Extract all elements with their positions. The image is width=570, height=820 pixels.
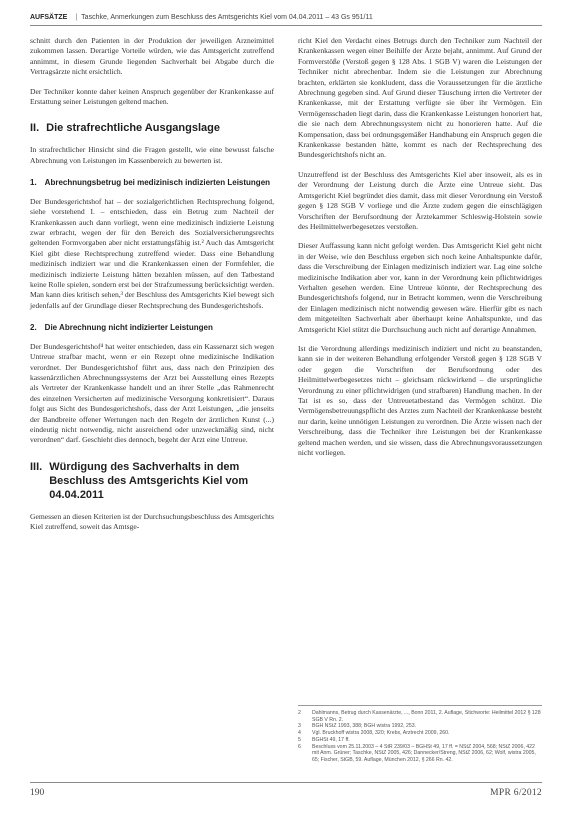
heading-text: Die strafrechtliche Ausgangslage bbox=[46, 122, 220, 135]
heading-text: Die Abrechnung nicht indizierter Leistungen bbox=[44, 323, 213, 333]
footnote bbox=[298, 730, 542, 737]
footnote-number: 3 bbox=[298, 723, 301, 730]
paragraph: Unzutreffend ist der Beschluss des Amtsgerichts Kiel aber insoweit, als es in der Verordnung der Leistung durch die Ärzte eine Untreue sieht. Das Amtsgericht Kiel begründet dies damit, dass mit dieser Verordnung ein Verstoß gegen § 128 SGB V vorliege und die Ärzte zudem gegen die einschlägigen Vorschriften der Berufsordnung der Ärztekammer Schleswig-Holstein sowie des Heilmittelwerbegesetzes verstoßen. bbox=[298, 169, 542, 231]
header-title: Taschke, Anmerkungen zum Beschluss des Amtsgerichts Kiel vom 04.04.2011 – 43 Gs 951/11 bbox=[81, 13, 373, 21]
paragraph: schnitt durch den Patienten in der Produktion der jeweiligen Arzneimittel zukommen lassen. Derartige Vorteile würden, wie das Amtsgericht zutreffend annimmt, in diesem Grunde liegenden Sachverhalt bei Abgabe durch die Vertragsärzte nicht ersichtlich. bbox=[30, 36, 274, 77]
running-header bbox=[30, 10, 542, 24]
section-heading-2 bbox=[30, 121, 274, 135]
heading-number: III. bbox=[30, 460, 43, 473]
footnote-text: Beschluss vom 25.11.2003 – 4 StR 239/03 – BGHSt 49, 17 ff. = NStZ 2004, 568; NStZ 2006, 422 mit Anm. Grüner; Taschke, NStZ 2005, 426; Dannecker/Streng, NStZ 2006, 62; Wolf, wistra 2005, 65; Fischer, StGB, 59. Auflage, München 2012, § 266 Rn. 42. bbox=[312, 743, 536, 763]
footnote-number: 4 bbox=[298, 730, 301, 737]
header-separator: | bbox=[75, 13, 78, 21]
footnote-text: BGHSt 49, 17 ff. bbox=[312, 736, 350, 743]
paragraph: Der Bundesgerichtshof⁴ hat weiter entschieden, dass ein Kassenarzt sich wegen Untreue strafbar macht, wenn er ein Rezept ohne medizinische Indikation verordnet. Der Bundesgerichtshof führt aus, dass nach den Prinzipien des kassenärztlichen Abrechnungssystems der Arzt bei Ausstellung eines Rezepts als Vertreter der Krankenkasse handelt und an ihrer Stelle „das Rahmenrecht des einzelnen Versicherten auf medizinische Versorgung konkretisiert“. Daraus folgt aus Sicht des Bundesgerichtshofs, dass der Arzt Leistungen, „die jenseits der Bandbreite offener Wertungen nach den Regeln der ärztlichen Kunst (...) eindeutig nicht notwendig, nicht ausreichend oder unzweckmäßig sind, nicht verordnen“ darf. Geschieht dies dennoch, begeht der Arzt eine Untreue. bbox=[30, 341, 274, 445]
footnote bbox=[298, 737, 542, 744]
subsection-heading-2 bbox=[30, 323, 274, 334]
footnotes bbox=[298, 705, 542, 764]
section-label: AUFSÄTZE bbox=[30, 13, 68, 21]
paragraph: Der Bundesgerichtshof hat – der sozialgerichtlichen Rechtsprechung folgend, siehe vorstehend I. – entschieden, dass ein Betrug zum Nachteil der Krankenkassen auch dann vorliegt, wenn eine medizinisch indizierte Leistung zwar erbracht, wegen der für den Bereich des Sozialversicherungsrechts geltenden Formvorgaben aber nicht erstattungsfähig ist.² Auch das Amtsgericht Kiel gibt diese Rechtsprechung zutreffend wieder. Dass eine Behandlung medizinisch indiziert war und die Krankenkassen einen der Formfehler, die medizinisch indizierte Leistung hätten bezahlen müssen, auf den Tatbestand keine Rolle spielen, sondern erst bei der Strafzumessung berücksichtigt werden. Man kann dies kritisch sehen,³ der Beschluss des Amtsgerichts Kiel bewegt sich jedenfalls auf der Grundlage dieser Rechtsprechung des Bundesgerichtshofs. bbox=[30, 196, 274, 310]
heading-number: 2. bbox=[30, 323, 37, 333]
paragraph: richt Kiel den Verdacht eines Betrugs durch den Techniker zum Nachteil der Krankenkassen wegen einer Beihilfe der Ärzte bejaht, annimmt. Auf Grund der Formverstöße (Verstoß gegen § 128 Abs. 1 SGB V) waren die Leistungen der Techniker nicht abrechenbar. Indem sie die Leistungen zur Abrechnung brachten, erklärten sie konkludent, dass die Voraussetzungen für die ärztliche Abrechnung gegeben sind. Auf Grund dieser Täuschung irrten die Vertreter der Krankenkasse, mit der Erstattung verfügte sie über ihr Vermögen. Ein Vermögensschaden liegt darin, dass die Krankenkasse Leistungen honoriert hat, die sie nach dem Abrechnungssystem nicht zu honorieren hatte. Auf die Kompensation, dass bei ordnungsgemäßer Handhabung ein Anspruch gegen die Krankenkasse bestanden hätte, kommt es nach der Rechtsprechung des Bundesgerichtshofs nicht an. bbox=[298, 36, 542, 160]
page-number: 190 bbox=[30, 788, 45, 798]
footnote bbox=[298, 710, 542, 723]
footer-rule bbox=[30, 782, 542, 783]
subsection-heading-1 bbox=[30, 178, 274, 189]
section-heading-3 bbox=[30, 460, 274, 502]
footnote bbox=[298, 723, 542, 730]
page-footer bbox=[30, 786, 542, 800]
paragraph: Gemessen an diesen Kriterien ist der Durchsuchungsbeschluss des Amtsgerichts Kiel zutreffend, soweit das Amtsge- bbox=[30, 511, 274, 532]
footnote-text: BGH NStZ 1993, 388; BGH wistra 1992, 253. bbox=[312, 723, 417, 730]
footnote-text: Dahlmanns, Betrug durch Kassenärzte, ..., Bonn 2011, 2. Auflage, Stichworte: Heilmittel 2012 § 128 SGB V Rn. 2. bbox=[312, 710, 541, 723]
heading-text: Würdigung des Sachverhalts in dem Beschluss des Amtsgerichts Kiel vom 04.04.2011 bbox=[49, 460, 249, 501]
footnote-number: 2 bbox=[298, 710, 301, 716]
footnote-number: 5 bbox=[298, 736, 301, 743]
header-rule bbox=[30, 25, 542, 26]
paragraph: Der Techniker konnte daher keinen Anspruch gegenüber der Krankenkasse auf Erstattung seiner Leistungen geltend machen. bbox=[30, 86, 274, 107]
footnote bbox=[298, 744, 542, 764]
left-column bbox=[30, 36, 274, 542]
paragraph: Dieser Auffassung kann nicht gefolgt werden. Das Amtsgericht Kiel geht nicht in der Weise, wie den Beschluss ergeben sich noch keine Anhaltspunkte dafür, dass die Verschreibung der Einlagen medizinisch indiziert war. Lag eine solche medizinische Indikation aber vor, kann in der Verordnung kein pflichtwidriges Verhalten gesehen werden. Eine Untreue könnte, der Rechtsprechung des Bundesgerichtshofs folgend, nur in Betracht kommen, wenn die Verschreibung der Einlagen medizinisch nicht notwendig gewesen wäre. Hierfür gibt es nach dem mitgeteilten Sachverhalt aber überhaupt keine Anhaltspunkte, und das Amtsgericht Kiel stützt die Durchsuchung auch nicht auf derartige Annahmen. bbox=[298, 241, 542, 334]
heading-number: 1. bbox=[30, 178, 37, 188]
heading-text: Abrechnungsbetrug bei medizinisch indizierten Leistungen bbox=[44, 178, 271, 188]
right-column bbox=[298, 36, 542, 467]
paragraph: In strafrechtlicher Hinsicht sind die Fragen gestellt, wie eine bewusst falsche Abrechnung von Leistungen im Kassenbereich zu bewerten ist. bbox=[30, 145, 274, 165]
footnote-number: 6 bbox=[298, 743, 301, 750]
journal-issue: MPR 6/2012 bbox=[490, 788, 542, 798]
footnote-text: Vgl. Bruckhoff wistra 2008, 320; Krebs, Arztrecht 2009, 260. bbox=[312, 730, 450, 737]
paragraph: Ist die Verordnung allerdings medizinisch indiziert und nicht zu beanstanden, kann sie in der weiteren Behandlung erfolgender Verstoß gegen § 128 SGB V oder gegen die Vorschriften der Berufsordnung oder des Heilmittelwerbegesetzes nicht – gleichsam rückwirkend – die ursprüngliche Verordnung zu einer pflichtwidrigen (und strafbaren) Handlung machen. In der Tat ist es so, dass der Untreuetatbestand das Vermögen schützt. Die Vermögensbetreuungspflicht des Arztes zum Nachteil der Krankenkasse besteht nur darin, keine unnötigen Leistungen zu verordnen. Die Ärzte wissen nach der Verschreibung, dass die Techniker ihre Leistungen bei der Krankenkasse geltend machen werden, und sie wissen, dass die Abrechnungsvoraussetzungen nicht vorliegen. bbox=[298, 343, 542, 458]
heading-number: II. bbox=[30, 122, 40, 135]
